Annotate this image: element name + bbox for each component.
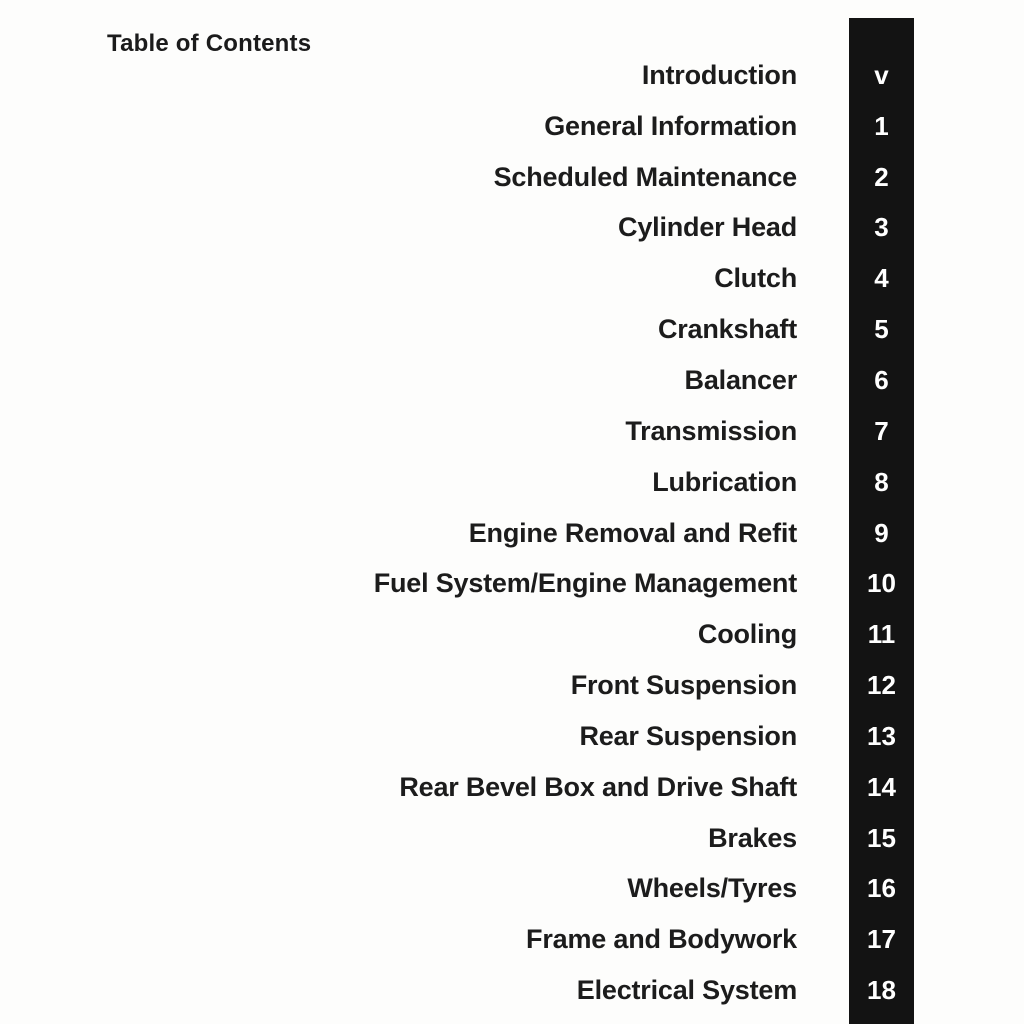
- toc-entry-label: Fuel System/Engine Management: [373, 568, 797, 599]
- toc-entry-label: Rear Bevel Box and Drive Shaft: [399, 771, 797, 802]
- toc-entry-number: v: [874, 59, 889, 90]
- toc-row: [0, 355, 914, 406]
- toc-entry-number: 2: [874, 161, 889, 192]
- toc-row: [0, 762, 914, 813]
- toc-entry-number: 10: [867, 568, 896, 599]
- toc-entry-number: 15: [867, 822, 896, 853]
- toc-entry-label: Transmission: [625, 415, 797, 446]
- toc-entry-number: 8: [874, 466, 889, 497]
- toc-row: [0, 813, 914, 864]
- toc-entry-label: Lubrication: [652, 466, 797, 497]
- toc-entry-label: Electrical System: [576, 975, 797, 1006]
- page-title: Table of Contents: [107, 30, 312, 58]
- toc-entry-number: 4: [874, 263, 889, 294]
- toc-row: [0, 609, 914, 660]
- toc-entry-number: 12: [867, 670, 896, 701]
- toc-row: [0, 508, 914, 559]
- toc-entry-label: Engine Removal and Refit: [468, 517, 797, 548]
- toc-entry-number: 7: [874, 415, 889, 446]
- toc-entry-number: 1: [874, 110, 889, 141]
- toc-row: [0, 152, 914, 203]
- toc-entry-label: Rear Suspension: [579, 720, 797, 751]
- toc-row: [0, 101, 914, 152]
- toc-row: [0, 406, 914, 457]
- toc-entry-label: Scheduled Maintenance: [493, 161, 797, 192]
- toc-row: [0, 304, 914, 355]
- toc-row: [0, 558, 914, 609]
- toc-entry-label: Wheels/Tyres: [627, 873, 797, 904]
- toc-entry-number: 16: [867, 873, 896, 904]
- toc-entry-number: 14: [867, 771, 896, 802]
- toc-row: [0, 203, 914, 254]
- toc-entry-label: Introduction: [641, 59, 797, 90]
- toc-entry-number: 3: [874, 212, 889, 243]
- toc-row: [0, 914, 914, 965]
- toc-entry-label: Balancer: [684, 364, 797, 395]
- toc-row: [0, 253, 914, 304]
- toc-list: [0, 50, 914, 1016]
- toc-entry-label: General Information: [544, 110, 797, 141]
- toc-entry-number: 11: [867, 619, 896, 650]
- toc-entry-label: Front Suspension: [570, 670, 797, 701]
- toc-entry-number: 18: [867, 975, 896, 1006]
- toc-entry-number: 17: [867, 924, 896, 955]
- toc-row: [0, 711, 914, 762]
- toc-entry-number: 5: [874, 314, 889, 345]
- toc-row: [0, 864, 914, 915]
- toc-entry-label: Brakes: [708, 822, 797, 853]
- toc-row: [0, 50, 914, 101]
- toc-row: [0, 457, 914, 508]
- toc-row: [0, 965, 914, 1016]
- toc-row: [0, 660, 914, 711]
- toc-entry-number: 6: [874, 364, 889, 395]
- toc-entry-label: Frame and Bodywork: [526, 924, 797, 955]
- toc-entry-label: Crankshaft: [657, 314, 797, 345]
- toc-entry-label: Clutch: [714, 263, 797, 294]
- toc-entry-label: Cooling: [697, 619, 797, 650]
- toc-entry-number: 9: [874, 517, 889, 548]
- toc-entry-label: Cylinder Head: [618, 212, 797, 243]
- toc-entry-number: 13: [867, 720, 896, 751]
